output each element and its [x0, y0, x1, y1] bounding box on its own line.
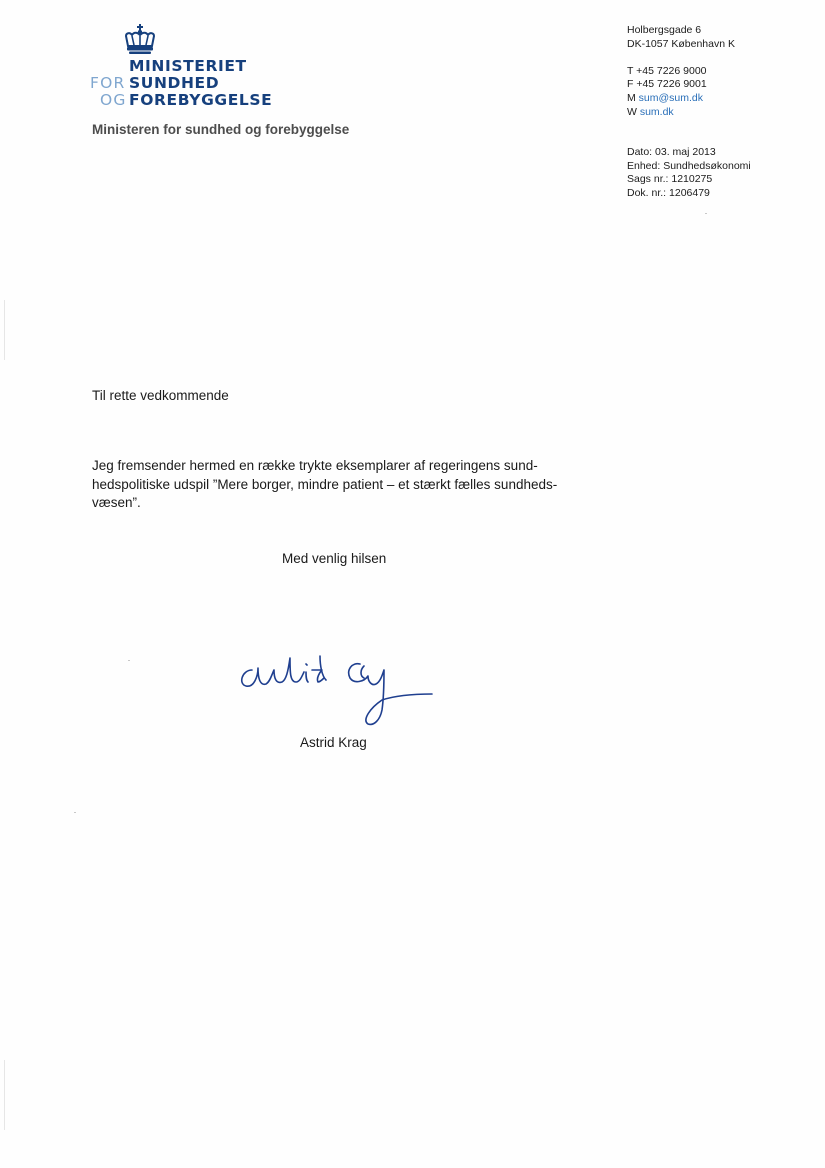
salutation: Til rette vedkommende [92, 388, 229, 403]
address-city: DK-1057 København K [627, 37, 735, 50]
body-line: væsen”. [92, 495, 141, 510]
signer-name: Astrid Krag [300, 735, 367, 750]
handwritten-signature [236, 648, 436, 732]
body-line: hedspolitiske udspil ”Mere borger, mindre patient – et stærkt fælles sundheds- [92, 476, 558, 492]
mail-link[interactable]: sum@sum.dk [638, 92, 704, 105]
case-number: Sags nr.: 1210275 [627, 173, 713, 186]
body-paragraph [92, 457, 592, 513]
scan-edge [4, 300, 5, 360]
letter-date: Dato: 03. maj 2013 [627, 145, 716, 158]
phone-number: T +45 7226 9000 [627, 64, 707, 77]
doc-number: Dok. nr.: 1206479 [627, 187, 710, 200]
web-row [627, 106, 751, 120]
closing: Med venlig hilsen [282, 551, 387, 566]
logo-prefix-og: OG [100, 91, 127, 109]
minister-title: Ministeren for sundhed og forebyggelse [92, 122, 350, 137]
scan-speck [705, 213, 707, 214]
web-prefix: W [627, 105, 637, 118]
mail-prefix: M [627, 92, 636, 105]
letter-unit: Enhed: Sundhedsøkonomi [627, 159, 751, 172]
logo-line-forebyggelse: FOREBYGGELSE [129, 91, 273, 109]
ministry-logo [88, 24, 288, 114]
logo-line-ministeriet: MINISTERIET [129, 57, 247, 75]
contact-block [627, 24, 751, 201]
mail-row [627, 92, 751, 106]
scan-speck [74, 812, 76, 813]
fax-number: F +45 7226 9001 [627, 78, 707, 91]
logo-prefix-for: FOR [90, 74, 126, 92]
logo-line-sundhed: SUNDHED [129, 74, 220, 92]
crown-icon [122, 24, 158, 56]
address-street: Holbergsgade 6 [627, 24, 702, 36]
body-line: Jeg fremsender hermed en række trykte eksemplarer af regeringens sund- [92, 458, 538, 473]
web-link[interactable]: sum.dk [639, 105, 674, 118]
scan-speck [128, 660, 130, 661]
scan-edge [4, 1060, 5, 1130]
